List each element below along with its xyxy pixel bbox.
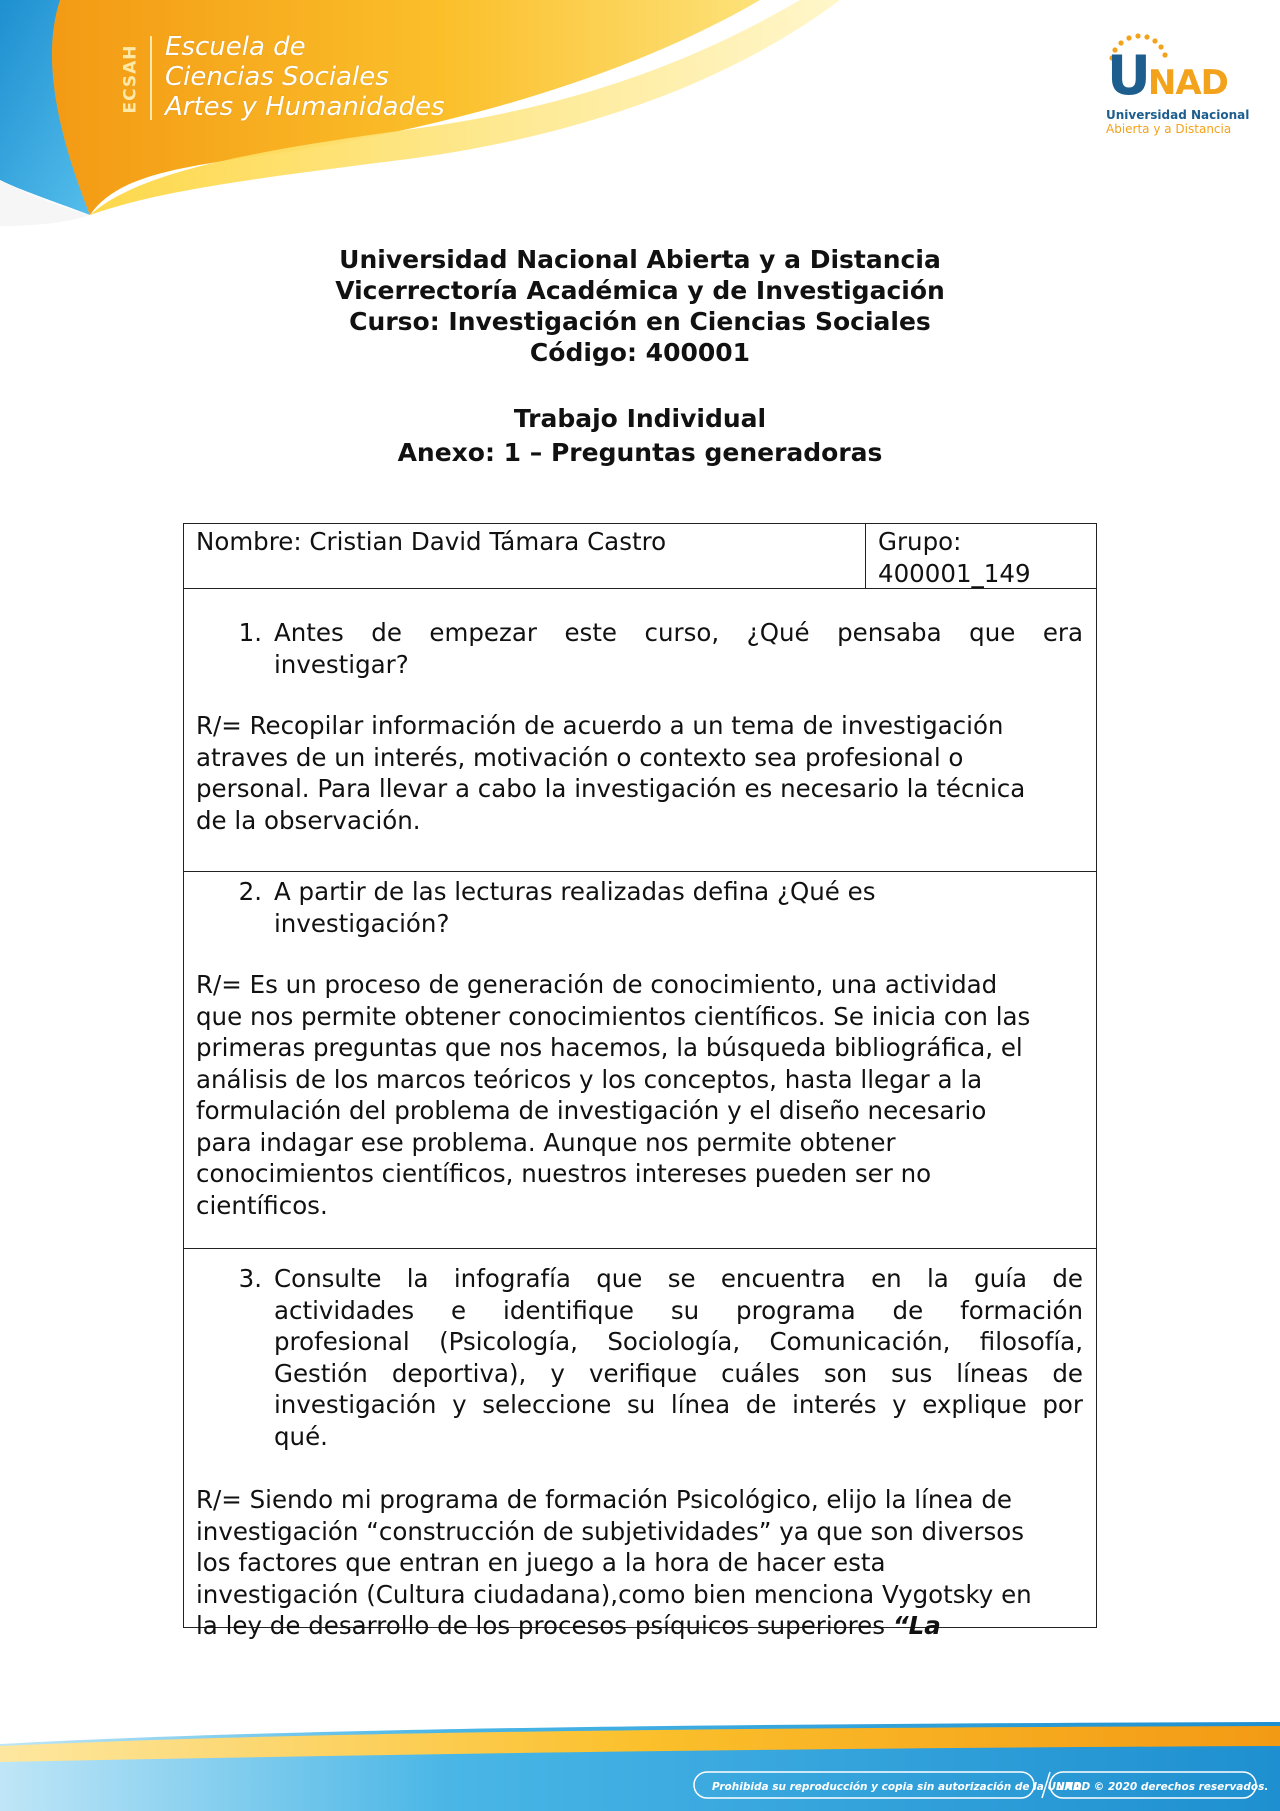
question-line: actividades e identifique su programa de formación — [274, 1295, 1083, 1325]
question-block-3 — [184, 1249, 1096, 1640]
footer-wave-graphic — [0, 1718, 1280, 1811]
unad-logo — [1100, 28, 1250, 138]
group-value: 400001_149 — [878, 558, 1031, 588]
answer-line: científicos. — [196, 1190, 328, 1220]
title-university: Universidad Nacional Abierta y a Distancia — [339, 245, 941, 274]
school-line-1: Escuela de — [165, 32, 306, 62]
group-label: Grupo: — [878, 527, 962, 556]
school-line-3: Artes y Humanidades — [165, 92, 445, 122]
title-code: Código: 400001 — [529, 338, 751, 367]
school-line-2: Ciencias Sociales — [165, 62, 389, 92]
question-line: investigación y seleccione su línea de interés y explique por — [274, 1390, 1083, 1419]
question-line: A partir de las lecturas realizadas defina ¿Qué es — [274, 877, 876, 906]
answer-line: de la observación. — [196, 805, 421, 835]
ecsah-divider — [150, 36, 152, 120]
answer-line: formulación del problema de investigación y el diseño necesario — [196, 1096, 987, 1125]
answer-line — [196, 1610, 1083, 1642]
question-number: 3. — [238, 1264, 262, 1293]
answer-3 — [196, 1484, 1083, 1642]
student-info-row — [184, 524, 1096, 589]
question-line: Antes de empezar este curso, ¿Qué pensaba que era — [274, 618, 1083, 647]
question-number: 1. — [238, 618, 262, 647]
answer-quote-start: “La — [892, 1611, 941, 1640]
question-block-2 — [184, 872, 1096, 1249]
answer-line-text: la ley de desarrollo de los procesos psíquicos superiores — [196, 1611, 893, 1640]
answer-line: atraves de un interés, motivación o contexto sea profesional o — [196, 742, 964, 772]
answer-1 — [196, 710, 1083, 836]
question-2 — [196, 876, 1083, 939]
question-line: investigar? — [274, 649, 409, 679]
answer-line: R/= Es un proceso de generación de conocimiento, una actividad — [196, 970, 998, 999]
question-line: profesional (Psicología, Sociología, Comunicación, filosofía, — [274, 1327, 1083, 1356]
answer-line: conocimientos científicos, nuestros intereses pueden ser no — [196, 1159, 932, 1188]
answer-line: investigación (Cultura ciudadana),como bien menciona Vygotsky en — [196, 1579, 1032, 1609]
logo-subtitle-1: Universidad Nacional — [1106, 108, 1250, 122]
answer-line: para indagar ese problema. Aunque nos permite obtener — [196, 1127, 896, 1157]
question-1 — [196, 617, 1083, 680]
student-name: Nombre: Cristian David Támara Castro — [184, 524, 866, 588]
student-group — [866, 524, 1096, 588]
logo-subtitle-2: Abierta y a Distancia — [1106, 122, 1232, 136]
title-vicerrectoria: Vicerrectoría Académica y de Investigación — [335, 276, 945, 305]
ecsah-tag-text: ECSAH — [121, 44, 142, 114]
unad-u: U — [1107, 44, 1148, 107]
answer-line: personal. Para llevar a cabo la investigación es necesario la técnica — [196, 774, 1026, 803]
document-titles — [0, 244, 1280, 470]
title-course: Curso: Investigación en Ciencias Sociales — [349, 307, 931, 336]
title-annex: Anexo: 1 – Preguntas generadoras — [397, 438, 883, 467]
answer-line: primeras preguntas que nos hacemos, la búsqueda bibliográfica, el — [196, 1033, 1023, 1062]
answer-line: que nos permite obtener conocimientos científicos. Se inicia con las — [196, 1001, 1031, 1031]
header-banner — [0, 0, 1280, 240]
question-number: 2. — [238, 877, 262, 906]
title-work: Trabajo Individual — [513, 404, 767, 433]
question-line: Consulte la infografía que se encuentra en la guía de — [274, 1264, 1083, 1293]
answer-line: los factores que entran en juego a la hora de hacer esta — [196, 1548, 886, 1577]
answer-line: análisis de los marcos teóricos y los conceptos, hasta llegar a la — [196, 1064, 983, 1094]
question-3 — [196, 1263, 1083, 1452]
footer-notice: Prohibida su reproducción y copia sin autorización de la UNAD. — [712, 1781, 1086, 1793]
questions-table — [183, 523, 1097, 1640]
question-block-1 — [184, 589, 1096, 872]
unad-nad: NAD — [1147, 63, 1228, 103]
footer-banner — [0, 1718, 1280, 1811]
answer-2 — [196, 969, 1083, 1221]
question-line: Gestión deportiva), y verifique cuáles son sus líneas de — [274, 1358, 1083, 1388]
answer-line: investigación “construcción de subjetividades” ya que son diversos — [196, 1516, 1025, 1546]
answer-line: R/= Siendo mi programa de formación Psicológico, elijo la línea de — [196, 1485, 1012, 1514]
school-name — [165, 32, 445, 122]
answer-line: R/= Recopilar información de acuerdo a un tema de investigación — [196, 711, 1004, 740]
question-line: investigación? — [274, 908, 450, 938]
unad-wordmark — [1107, 46, 1228, 113]
ecsah-tag — [118, 40, 144, 118]
question-line: qué. — [274, 1421, 328, 1451]
footer-rights: UNAD © 2020 derechos reservados. — [1056, 1781, 1269, 1793]
